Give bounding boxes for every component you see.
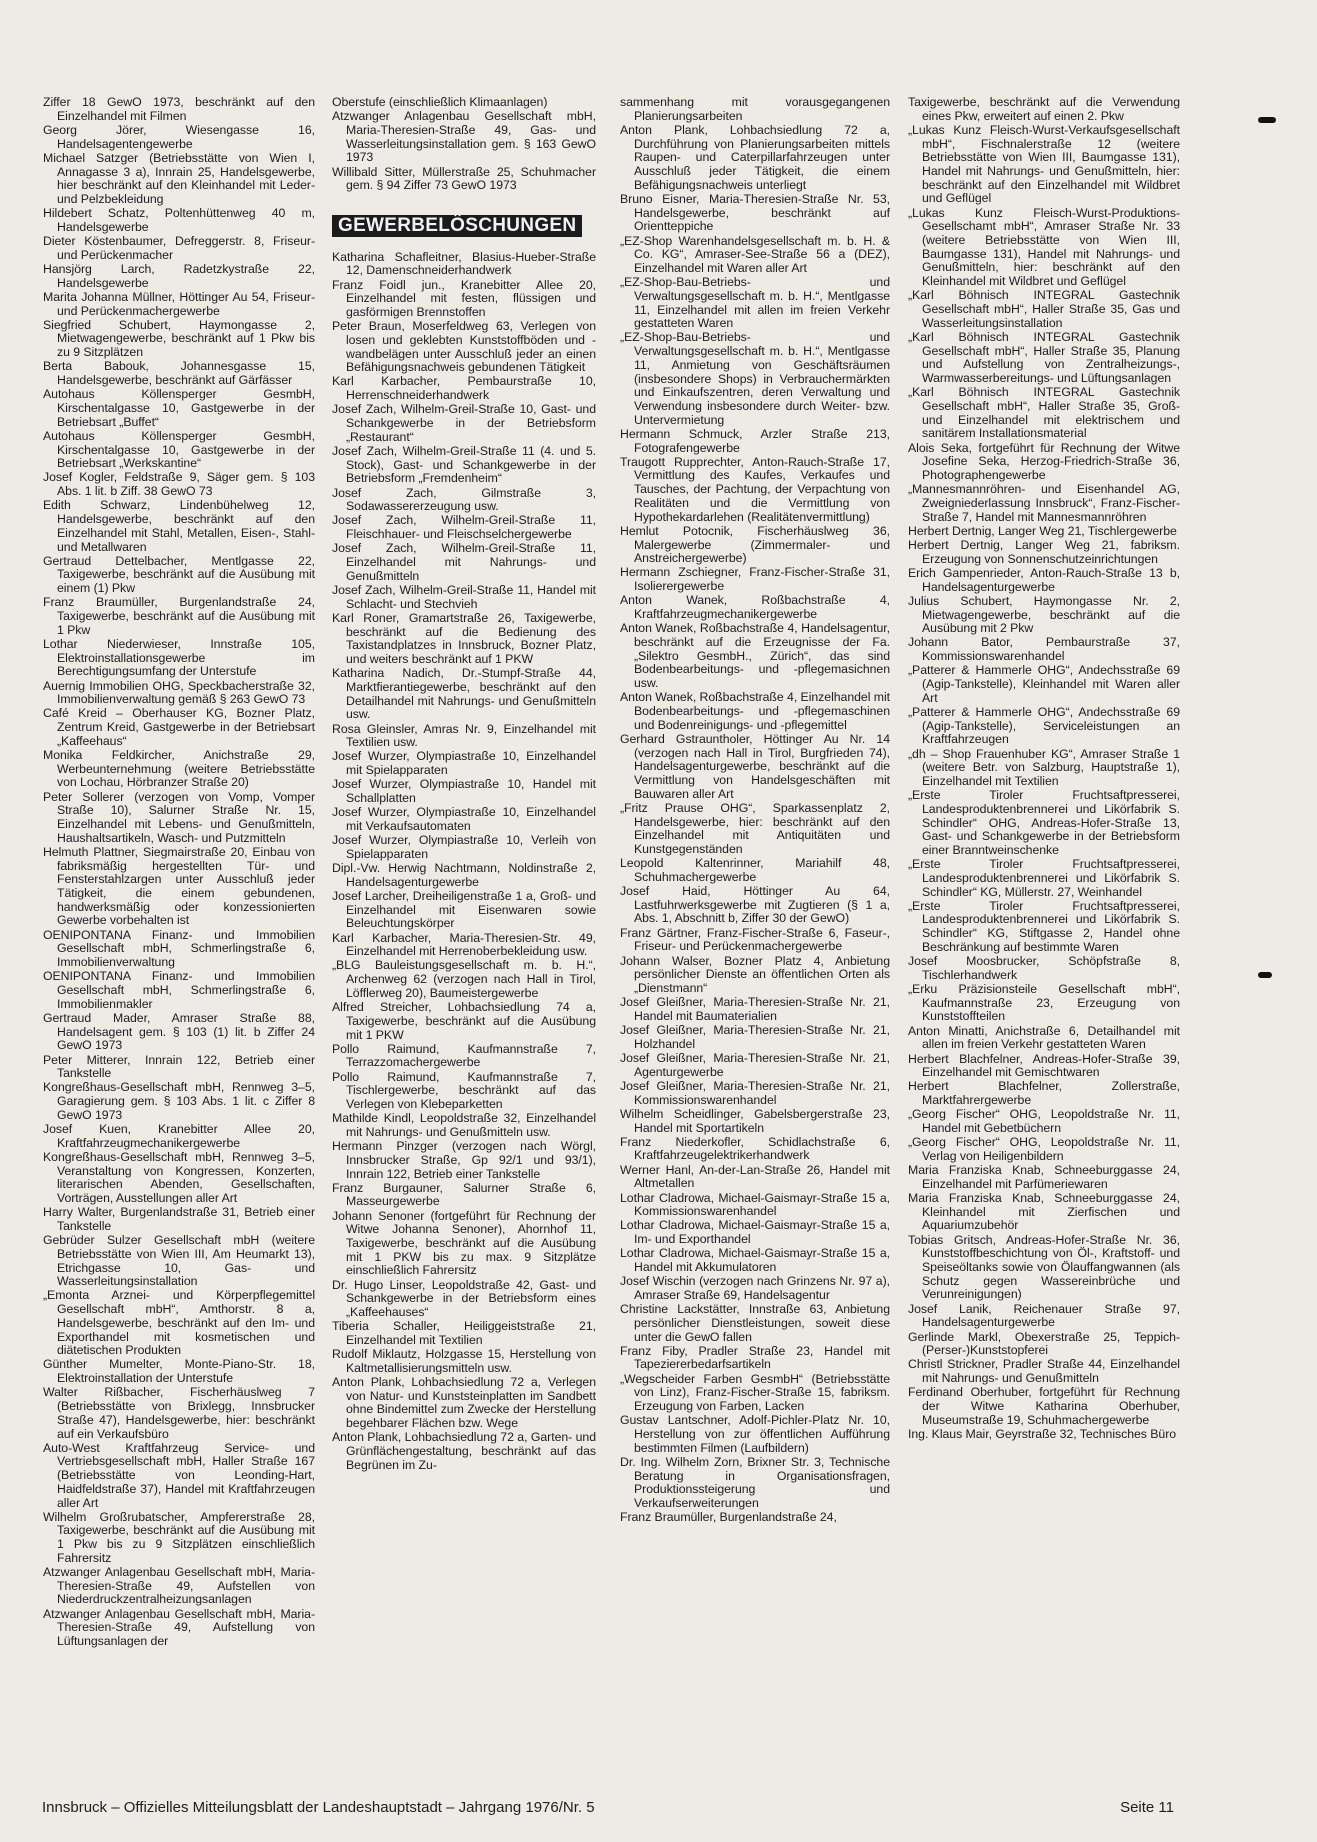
register-entry: „Fritz Prause OHG“, Sparkassenplatz 2, Handelsgewerbe, hier: beschränkt auf den Einzelhandel mit Antiquitäten und Kunstgegenständen: [620, 800, 890, 856]
register-entry: Gustav Lantschner, Adolf-Pichler-Platz Nr. 10, Herstellung von zur öffentlichen Aufführung bestimmten Filmen (Laufbildern): [620, 1413, 890, 1455]
register-entry: Lothar Cladrowa, Michael-Gaismayr-Straße 15 a, Handel mit Akkumulatoren: [620, 1246, 890, 1275]
register-entry: Willibald Sitter, Müllerstraße 25, Schuhmacher gem. § 94 Ziffer 73 GewO 1973: [332, 164, 596, 193]
register-entry: „Wegscheider Farben GesmbH“ (Betriebsstätte von Linz), Franz-Fischer-Straße 15, fabriksm. Erzeugung von Farben, Lacken: [620, 1371, 890, 1414]
register-entry: Franz Burgauner, Salurner Straße 6, Masseurgewerbe: [332, 1180, 596, 1209]
register-entry: Josef Wurzer, Olympiastraße 10, Einzelhandel mit Spielapparaten: [332, 749, 596, 778]
register-entry: Günther Mumelter, Monte-Piano-Str. 18, Elektroinstallation der Unterstufe: [43, 1357, 315, 1386]
register-entry: Taxigewerbe, beschränkt auf die Verwendung eines Pkw, erweitert auf einen 2. Pkw: [908, 95, 1180, 123]
register-entry: Maria Franziska Knab, Schneeburggasse 24, Kleinhandel mit Zierfischen und Aquariumzubehör: [908, 1191, 1180, 1233]
register-entry: Bruno Eisner, Maria-Theresien-Straße Nr. 53, Handelsgewerbe, beschränkt auf Orientteppiche: [620, 191, 890, 234]
register-entry: Werner Hanl, An-der-Lan-Straße 26, Handel mit Altmetallen: [620, 1162, 890, 1191]
register-entry: Hildebert Schatz, Poltenhüttenweg 40 m, Handelsgewerbe: [43, 206, 315, 234]
register-entry: Josef Kuen, Kranebitter Allee 20, Kraftfahrzeugmechanikergewerbe: [43, 1122, 315, 1150]
register-entry: „Erste Tiroler Fruchtsaftpresserei, Landesproduktenbrennerei und Likörfabrik S. Schindler“ KG, Müllerstr. 27, Weinhandel: [908, 857, 1180, 899]
register-entry: Herbert Blachfelner, Zollerstraße, Marktfahrergewerbe: [908, 1079, 1180, 1108]
register-entry: Josef Kogler, Feldstraße 9, Säger gem. § 103 Abs. 1 lit. b Ziff. 38 GewO 73: [43, 470, 315, 499]
register-entry: Alois Seka, fortgeführt für Rechnung der Witwe Josefine Seka, Herzog-Friedrich-Straße 36, Photographengewerbe: [908, 440, 1180, 482]
register-entry: Anton Plank, Lohbachsiedlung 72 a, Durchführung von Planierungsarbeiten mittels Raupen- und Caterpillarfahrzeugen unter Ausschluß jeder Tätigkeit, die einem Befähigungsnachweis unterliegt: [620, 122, 890, 192]
register-entry: „EZ-Shop-Bau-Betriebs- und Verwaltungsgesellschaft m. b. H.“, Mentlgasse 11, Anmietung von Geschäftsräumen (insbesondere Shops) in Verbrauchermärkten und Einkaufszentren, deren Verwaltung und Verwendung insbesondere durch Weiter- bzw. Untervermietung: [620, 330, 890, 427]
register-entry: Mathilde Kindl, Leopoldstraße 32, Einzelhandel mit Nahrungs- und Genußmitteln usw.: [332, 1111, 596, 1139]
register-entry: Katharina Nadich, Dr.-Stumpf-Straße 44, Marktfierantiegewerbe, beschränkt auf den Detailhandel mit Nahrungs- und Genußmitteln usw.: [332, 666, 596, 722]
register-entry: Katharina Schafleitner, Blasius-Hueber-Straße 12, Damenschneiderhandwerk: [332, 249, 596, 278]
register-entry: Herbert Dertnig, Langer Weg 21, fabriksm. Erzeugung von Sonnenschutzeinrichtungen: [908, 538, 1180, 566]
register-entry: Johann Bator, Pembaurstraße 37, Kommissionswarenhandel: [908, 635, 1180, 664]
register-entry: Ziffer 18 GewO 1973, beschränkt auf den Einzelhandel mit Filmen: [43, 95, 315, 123]
register-entry: Hemlut Potocnik, Fischerhäuslweg 36, Malergewerbe (Zimmermaler- und Anstreichergewerbe): [620, 523, 890, 566]
register-entry: Atzwanger Anlagenbau Gesellschaft mbH, Maria-Theresien-Straße 49, Aufstellen von Niederdruckzentralheizungsanlagen: [43, 1565, 315, 1607]
register-entry: Dipl.-Vw. Herwig Nachtmann, Noldinstraße 2, Handelsagenturgewerbe: [332, 861, 596, 889]
register-entry: Tiberia Schaller, Heiliggeiststraße 21, Einzelhandel mit Textilien: [332, 1319, 596, 1347]
register-entry: „Patterer & Hammerle OHG“, Andechsstraße 69 (Agip-Tankstelle), Kleinhandel mit Waren aller Art: [908, 663, 1180, 705]
register-entry: Michael Satzger (Betriebsstätte von Wien I, Annagasse 3 a), Innrain 25, Handelsgewerbe, hier beschränkt auf den Kleinhandel mit Leder- und Pelzbekleidung: [43, 150, 315, 206]
register-entry: Dr. Ing. Wilhelm Zorn, Brixner Str. 3, Technische Beratung in Organisationsfragen, Produktionssteigerung und Verkaufserweiterungen: [620, 1454, 890, 1511]
register-entry: Hansjörg Larch, Radetzkystraße 22, Handelsgewerbe: [43, 261, 315, 290]
register-entry: „Lukas Kunz Fleisch-Wurst-Verkaufsgesellschaft mbH“, Fischnalerstraße 12 (weitere Betriebsstätte von Wien III, Baumgasse 131), Handel mit Nahrungs- und Genußmitteln, hier: beschränkt auf den Einzelhandel mit Wildbret und Geflügel: [908, 122, 1180, 206]
register-entry: Anton Wanek, Roßbachstraße 4, Einzelhandel mit Bodenbearbeitungs- und -pflegemaschinen und Bodenreinigungs- und -pflegemittel: [620, 690, 890, 732]
register-entry: Karl Roner, Gramartstraße 26, Taxigewerbe, beschränkt auf die Bedienung des Taxistandplatzes in Innsbruck, Bozner Platz, und weiters beschränkt auf 1 PKW: [332, 610, 596, 667]
register-entry: Josef Zach, Wilhelm-Greil-Straße 10, Gast- und Schankgewerbe in der Betriebsform „Restaurant“: [332, 402, 596, 444]
register-entry: „Emonta Arznei- und Körperpflegemittel Gesellschaft mbH“, Amthorstr. 8 a, Handelsgewerbe, beschränkt auf den Im- und Exporthandel mit kosmetischen und diätetischen Produkten: [43, 1288, 315, 1358]
register-entry: OENIPONTANA Finanz- und Immobilien Gesellschaft mbH, Schmerlingstraße 6, Immobilienverwaltung: [43, 927, 315, 970]
register-entry: Lothar Niederwieser, Innstraße 105, Elektroinstallationsgewerbe im Berechtigungsumfang der Unterstufe: [43, 636, 315, 679]
register-entry: Erich Gampenrieder, Anton-Rauch-Straße 13 b, Handelsagenturgewerbe: [908, 565, 1180, 594]
register-entry: Marita Johanna Müllner, Höttinger Au 54, Friseur- und Perückenmachergewerbe: [43, 289, 315, 318]
register-entry: Julius Schubert, Haymongasse Nr. 2, Mietwagengewerbe, beschränkt auf die Ausübung mit 2 Pkw: [908, 593, 1180, 636]
register-entry: Josef Gleißner, Maria-Theresien-Straße Nr. 21, Holzhandel: [620, 1023, 890, 1051]
register-entry: Franz Gärtner, Franz-Fischer-Straße 6, Faseur-, Friseur- und Perückenmachergewerbe: [620, 925, 890, 954]
register-entry: Anton Plank, Lohbachsiedlung 72 a, Verlegen von Natur- und Kunststeinplatten im Sandbett ohne Bindemittel zum Zwecke der Herstellung begehbarer Flächen bzw. Wege: [332, 1375, 596, 1431]
register-entry: Edith Schwarz, Lindenbühelweg 12, Handelsgewerbe, beschränkt auf den Einzelhandel mit Stahl, Metallen, Eisen-, Stahl- und Metallwaren: [43, 498, 315, 554]
register-entry: Josef Zach, Gilmstraße 3, Sodawassererzeugung usw.: [332, 485, 596, 514]
register-entry: Josef Gleißner, Maria-Theresien-Straße Nr. 21, Kommissionswarenhandel: [620, 1078, 890, 1107]
register-entry: Atzwanger Anlagenbau Gesellschaft mbH, Maria-Theresien-Straße 49, Gas- und Wasserleitungsinstallation gem. § 163 GewO 1973: [332, 109, 596, 165]
column-3: [620, 96, 890, 1525]
register-entry: Autohaus Köllensperger GesmbH, Kirschentalgasse 10, Gastgewerbe in der Betriebsart „Buffet“: [43, 387, 315, 429]
register-entry: Walter Rißbacher, Fischerhäuslweg 7 (Betriebsstätte von Brixlegg, Innsbrucker Straße 47), Handelsgewerbe, hier: beschränkt auf ein Verkaufsbüro: [43, 1385, 315, 1441]
register-entry: Maria Franziska Knab, Schneeburggasse 24, Einzelhandel mit Parfümeriewaren: [908, 1163, 1180, 1191]
register-entry: Monika Feldkircher, Anichstraße 29, Werbeunternehmung (weitere Betriebsstätte von Lochau, Hörbranzer Straße 20): [43, 748, 315, 790]
register-entry: „Erste Tiroler Fruchtsaftpresserei, Landesproduktenbrennerei und Likörfabrik S. Schindler“ OHG, Andreas-Hofer-Straße 13, Gast- und Schankgewerbe in der Betriebsform einer Branntweinschenke: [908, 788, 1180, 857]
register-entry: Josef Haid, Höttinger Au 64, Lastfuhrwerksgewerbe mit Zugtieren (§ 1 a, Abs. 1, Abschnitt b, Ziffer 30 der GewO): [620, 884, 890, 926]
register-entry: Karl Karbacher, Pembaurstraße 10, Herrenschneiderhandwerk: [332, 374, 596, 403]
register-entry: „Mannesmannröhren- und Eisenhandel AG, Zweigniederlassung Innsbruck“, Franz-Fischer-Straße 7, Handel mit Mannesmannröhren: [908, 482, 1180, 524]
register-entry: „Karl Böhnisch INTEGRAL Gastechnik Gesellschaft mbH“, Haller Straße 35, Planung und Aufstellung von Zentralheizungs-, Warmwasserbereitungs- und Lüftungsanlagen: [908, 329, 1180, 386]
footer-page-number: Seite 11: [1120, 1799, 1174, 1816]
register-entry: Peter Sollerer (verzogen von Vomp, Vomper Straße 10), Salurner Straße Nr. 15, Einzelhandel mit Lebens- und Genußmitteln, Haushaltsartikeln, Wasch- und Putzmitteln: [43, 789, 315, 845]
register-entry: Karl Karbacher, Maria-Theresien-Str. 49, Einzelhandel mit Herrenoberbekleidung usw.: [332, 930, 596, 959]
register-entry: „dh – Shop Frauenhuber KG“, Amraser Straße 1 (weitere Betr. von Salzburg, Hauptstraße 1), Einzelhandel mit Textilien: [908, 746, 1180, 788]
register-entry: Josef Wurzer, Olympiastraße 10, Verleih von Spielapparaten: [332, 833, 596, 861]
register-entry: Pollo Raimund, Kaufmannstraße 7, Terrazzomachergewerbe: [332, 1041, 596, 1070]
register-entry: Josef Zach, Wilhelm-Greil-Straße 11 (4. und 5. Stock), Gast- und Schankgewerbe in der Betriebsform „Fremdenheim“: [332, 443, 596, 486]
column-2-entries: [332, 251, 596, 1473]
page-footer: [42, 1799, 1174, 1816]
register-entry: Berta Babouk, Johannesgasse 15, Handelsgewerbe, beschränkt auf Gärfässer: [43, 359, 315, 388]
register-entry: Gertraud Mader, Amraser Straße 88, Handelsagent gem. § 103 (1) lit. b Ziffer 24 GewO 1973: [43, 1010, 315, 1053]
register-entry: Hermann Pinzger (verzogen nach Wörgl, Innsbrucker Straße, Gp 92/1 und 93/1), Innrain 122, Betrieb einer Tankstelle: [332, 1139, 596, 1181]
register-entry: Kongreßhaus-Gesellschaft mbH, Rennweg 3–5, Veranstaltung von Kongressen, Konzerten, literarischen Abenden, Gesellschaften, Vorträgen, Ausstellungen aller Art: [43, 1149, 315, 1206]
register-entry: „Lukas Kunz Fleisch-Wurst-Produktions-Gesellschamt mbH“, Amraser Straße Nr. 33 (weitere Betriebsstätte von Wien III, Baumgasse 131), Handel mit Nahrungs- und Genußmitteln, hier: beschränkt auf den Kleinhandel mit Wildbret und Geflügel: [908, 205, 1180, 289]
column-2-continued-entries: [332, 96, 596, 193]
register-entry: Leopold Kaltenrinner, Mariahilf 48, Schuhmachergewerbe: [620, 856, 890, 884]
register-entry: Autohaus Köllensperger GesmbH, Kirschentalgasse 10, Gastgewerbe in der Betriebsart „Werkskantine“: [43, 428, 315, 471]
register-entry: Siegfried Schubert, Haymongasse 2, Mietwagengewerbe, beschränkt auf 1 Pkw bis zu 9 Sitzplätzen: [43, 317, 315, 360]
margin-ink-mark: [1258, 972, 1272, 978]
register-entry: Gerhard Gstrauntholer, Höttinger Au Nr. 14 (verzogen nach Hall in Tirol, Burgfrieden 74), Handelsagenturgewerbe, beschränkt auf die Vermittlung von Handelsgeschäften mit Bauwaren aller Art: [620, 731, 890, 801]
register-entry: „Georg Fischer“ OHG, Leopoldstraße Nr. 11, Handel mit Gebetbüchern: [908, 1107, 1180, 1136]
register-entry: Christine Lackstätter, Innstraße 63, Anbietung persönlicher Dienstleistungen, soweit diese unter die GewO fallen: [620, 1302, 890, 1344]
column-1: [43, 96, 315, 1649]
register-entry: Gebrüder Sulzer Gesellschaft mbH (weitere Betriebsstätte von Wien III, Am Heumarkt 13), Etrichgasse 10, Gas- und Wasserleitungsinstallation: [43, 1233, 315, 1289]
register-entry: Franz Braumüller, Burgenlandstraße 24, Taxigewerbe, beschränkt auf die Ausübung mit 1 Pkw: [43, 595, 315, 637]
register-entry: Wilhelm Großrubatscher, Ampfererstraße 28, Taxigewerbe, beschränkt auf die Ausübung mit 1 Pkw bis zu 9 Sitzplätzen einschließlich Fahrersitz: [43, 1509, 315, 1565]
column-4: [908, 96, 1180, 1442]
register-entry: Anton Wanek, Roßbachstraße 4, Handelsagentur, beschränkt auf die Erzeugnisse der Fa. „Silektro GesmbH., Zürich“, das sind Bodenbearbeitungs- und -pflegemasichnen usw.: [620, 621, 890, 691]
register-entry: Josef Larcher, Dreiheiligenstraße 1 a, Groß- und Einzelhandel mit Eisenwaren sowie Beleuchtungskörper: [332, 888, 596, 931]
register-entry: Josef Moosbrucker, Schöpfstraße 8, Tischlerhandwerk: [908, 954, 1180, 982]
register-entry: Rudolf Miklautz, Holzgasse 15, Herstellung von Kaltmetallisierungsmitteln usw.: [332, 1347, 596, 1375]
register-entry: Peter Braun, Moserfeldweg 63, Verlegen von losen und geklebten Kunststoffböden und -wandbelägen unter Ausschluß jeder an einen Befähigungsnachweis gebundenen Tätigkeit: [332, 319, 596, 375]
register-entry: Oberstufe (einschließlich Klimaanlagen): [332, 95, 548, 109]
register-entry: Pollo Raimund, Kaufmannstraße 7, Tischlergewerbe, beschränkt auf das Verlegen von Klebeparketten: [332, 1069, 596, 1112]
register-entry: Josef Zach, Wilhelm-Greil-Straße 11, Handel mit Schlacht- und Stechvieh: [332, 583, 596, 611]
register-entry: Josef Wurzer, Olympiastraße 10, Handel mit Schallplatten: [332, 777, 596, 806]
register-entry: Josef Wischin (verzogen nach Grinzens Nr. 97 a), Amraser Straße 69, Handelsagentur: [620, 1274, 890, 1302]
register-entry: Helmuth Plattner, Siegmairstraße 20, Einbau von fabriksmäßig hergestellten Tür- und Fensterstahlzargen unter Ausschluß jeder Tätigkeit, die einem gebundenen, handwerksmäßig oder konzessionierten Gewerbe vorbehalten ist: [43, 844, 315, 928]
register-entry: Ing. Klaus Mair, Geyrstraße 32, Technisches Büro: [908, 1427, 1177, 1441]
register-entry: „Erste Tiroler Fruchtsaftpresserei, Landesproduktenbrennerei und Likörfabrik S. Schindler“ KG, Stiftgasse 2, Handel ohne Beschränkung auf bestimmte Waren: [908, 898, 1180, 954]
register-entry: Tobias Gritsch, Andreas-Hofer-Straße Nr. 36, Kunststoffbeschichtung von Öl-, Kraftstoff- und Speiseöltanks sowie von Ölauffangwannen (als Schutz gegen Wassereinbrüche und Verunreinigungen): [908, 1232, 1180, 1302]
register-entry: „Karl Böhnisch INTEGRAL Gastechnik Gesellschaft mbH“, Haller Straße 35, Groß- und Einzelhandel mit elektrischem und sanitärem Installationsmaterial: [908, 385, 1180, 441]
register-entry: Auernig Immobilien OHG, Speckbacherstraße 32, Immobilienverwaltung gemäß § 263 GewO 73: [43, 678, 315, 707]
register-entry: Lothar Cladrowa, Michael-Gaismayr-Straße 15 a, Kommissionswarenhandel: [620, 1190, 890, 1219]
register-entry: Josef Zach, Wilhelm-Greil-Straße 11, Einzelhandel mit Nahrungs- und Genußmitteln: [332, 541, 596, 583]
register-entry: „Georg Fischer“ OHG, Leopoldstraße Nr. 11, Verlag von Heiligenbildern: [908, 1135, 1180, 1163]
register-entry: Traugott Rupprechter, Anton-Rauch-Straße 17, Vermittlung des Kaufes, Verkaufes und Tausches, der Pachtung, der Verpachtung von Realitäten und die Vermittlung von Hypothekardarlehen (Realitätenvermittlung): [620, 454, 890, 524]
register-entry: Peter Mitterer, Innrain 122, Betrieb einer Tankstelle: [43, 1052, 315, 1081]
register-entry: Herbert Blachfelner, Andreas-Hofer-Straße 39, Einzelhandel mit Gemischtwaren: [908, 1051, 1180, 1080]
register-entry: Anton Minatti, Anichstraße 6, Detailhandel mit allen im freien Verkehr gestatteten Waren: [908, 1023, 1180, 1052]
register-entry: Café Kreid – Oberhauser KG, Bozner Platz, Zentrum Kreid, Gastgewerbe in der Betriebsart „Kaffeehaus“: [43, 706, 315, 748]
register-entry: Franz Niederkofler, Schidlachstraße 6, Kraftfahrzeugelektrikerhandwerk: [620, 1134, 890, 1163]
footer-publication: Innsbruck – Offizielles Mitteilungsblatt der Landeshauptstadt – Jahrgang 1976/Nr. 5: [42, 1799, 595, 1816]
register-entry: Gerlinde Markl, Obexerstraße 25, Teppich-(Perser-)Kunststopferei: [908, 1329, 1180, 1358]
column-2: [332, 96, 596, 1473]
register-entry: Josef Zach, Wilhelm-Greil-Straße 11, Fleischhauer- und Fleischselchergewerbe: [332, 513, 596, 542]
register-entry: Atzwanger Anlagenbau Gesellschaft mbH, Maria-Theresien-Straße 49, Aufstellung von Lüftungsanlagen der: [43, 1606, 315, 1649]
register-entry: Anton Plank, Lohbachsiedlung 72 a, Garten- und Grünflächengestaltung, beschränkt auf das Begrünen im Zu-: [332, 1430, 596, 1472]
register-entry: „EZ-Shop Warenhandelsgesellschaft m. b. H. & Co. KG“, Amraser-See-Straße 56 a (DEZ), Einzelhandel mit Waren aller Art: [620, 233, 890, 275]
register-entry: Rosa Gleinsler, Amras Nr. 9, Einzelhandel mit Textilien usw.: [332, 721, 596, 750]
register-entry: Hermann Schmuck, Arzler Straße 213, Fotografengewerbe: [620, 426, 890, 455]
register-entry: Josef Gleißner, Maria-Theresien-Straße Nr. 21, Agenturgewerbe: [620, 1051, 890, 1079]
register-entry: „Karl Böhnisch INTEGRAL Gastechnik Gesellschaft mbH“, Haller Straße 35, Gas und Wasserleitungsinstallation: [908, 288, 1180, 330]
register-entry: „EZ-Shop-Bau-Betriebs- und Verwaltungsgesellschaft m. b. H.“, Mentlgasse 11, Einzelhandel mit allen im freien Verkehr gestatteten Waren: [620, 275, 890, 331]
register-entry: Wilhelm Scheidlinger, Gabelsbergerstraße 23, Handel mit Sportartikeln: [620, 1106, 890, 1135]
register-entry: Josef Gleißner, Maria-Theresien-Straße Nr. 21, Handel mit Baumaterialien: [620, 995, 890, 1023]
register-entry: Franz Foidl jun., Kranebitter Allee 20, Einzelhandel mit festen, flüssigen und gasförmigen Brennstoffen: [332, 277, 596, 319]
register-entry: Gertraud Dettelbacher, Mentlgasse 22, Taxigewerbe, beschränkt auf die Ausübung mit einem (1) Pkw: [43, 553, 315, 596]
section-heading: GEWERBELÖSCHUNGEN: [332, 215, 582, 237]
register-entry: sammenhang mit vorausgegangenen Planierungsarbeiten: [620, 95, 890, 123]
register-entry: Christl Strickner, Pradler Straße 44, Einzelhandel mit Nahrungs- und Genußmitteln: [908, 1357, 1180, 1386]
register-entry: Lothar Cladrowa, Michael-Gaismayr-Straße 15 a, Im- und Exporthandel: [620, 1218, 890, 1247]
register-entry: Ferdinand Oberhuber, fortgeführt für Rechnung der Witwe Katharina Oberhuber, Museumstraße 19, Schuhmachergewerbe: [908, 1385, 1180, 1427]
register-entry: Harry Walter, Burgenlandstraße 31, Betrieb einer Tankstelle: [43, 1205, 315, 1233]
register-entry: Josef Lanik, Reichenauer Straße 97, Handelsagenturgewerbe: [908, 1301, 1180, 1330]
register-entry: Franz Braumüller, Burgenlandstraße 24,: [620, 1510, 837, 1525]
register-entry: „Patterer & Hammerle OHG“, Andechsstraße 69 (Agip-Tankstelle), Serviceleistungen an Kraftfahrzeugen: [908, 704, 1180, 747]
register-entry: Auto-West Kraftfahrzeug Service- und Vertriebsgesellschaft mbH, Haller Straße 167 (Betriebsstätte von Leonding-Hart, Haidfeldstraße 37), Handel mit Kraftfahrzeugen aller Art: [43, 1440, 315, 1510]
register-entry: „Erku Präzisionsteile Gesellschaft mbH“, Kaufmannstraße 23, Erzeugung von Kunststoffteilen: [908, 982, 1180, 1024]
register-entry: Johann Walser, Bozner Platz 4, Anbietung persönlicher Dienste an öffentlichen Orten als „Dienstmann“: [620, 953, 890, 995]
register-entry: OENIPONTANA Finanz- und Immobilien Gesellschaft mbH, Schmerlingstraße 6, Immobilienmakler: [43, 969, 315, 1011]
register-entry: Anton Wanek, Roßbachstraße 4, Kraftfahrzeugmechanikergewerbe: [620, 593, 890, 622]
register-entry: Herbert Dertnig, Langer Weg 21, Tischlergewerbe: [908, 523, 1177, 538]
register-entry: Kongreßhaus-Gesellschaft mbH, Rennweg 3–5, Garagierung gem. § 103 Abs. 1 lit. c Ziffer 8 GewO 1973: [43, 1080, 315, 1122]
register-entry: Georg Jörer, Wiesengasse 16, Handelsagentengewerbe: [43, 122, 315, 151]
register-entry: Alfred Streicher, Lohbachsiedlung 74 a, Taxigewerbe, beschränkt auf die Ausübung mit 1 PKW: [332, 1000, 596, 1042]
register-entry: Josef Wurzer, Olympiastraße 10, Einzelhandel mit Verkaufsautomaten: [332, 805, 596, 833]
margin-ink-mark: [1258, 117, 1276, 123]
register-entry: Franz Fiby, Pradler Straße 23, Handel mit Tapeziererbedarfsartikeln: [620, 1343, 890, 1372]
register-entry: Johann Senoner (fortgeführt für Rechnung der Witwe Johanna Senoner), Ahornhof 11, Taxigewerbe, beschränkt auf die Ausübung mit 1 PKW bis zu max. 9 Sitzplätze einschließlich Fahrersitz: [332, 1208, 596, 1278]
register-entry: Dr. Hugo Linser, Leopoldstraße 42, Gast- und Schankgewerbe in der Betriebsform eines „Kaffeehauses“: [332, 1277, 596, 1320]
register-entry: „BLG Bauleistungsgesellschaft m. b. H.“, Archenweg 62 (verzogen nach Hall in Tirol, Löfflerweg 20), Baumeistergewerbe: [332, 958, 596, 1000]
register-entry: Hermann Zschiegner, Franz-Fischer-Straße 31, Isolierergewerbe: [620, 565, 890, 594]
register-entry: Dieter Köstenbaumer, Defreggerstr. 8, Friseur- und Perückenmacher: [43, 234, 315, 262]
